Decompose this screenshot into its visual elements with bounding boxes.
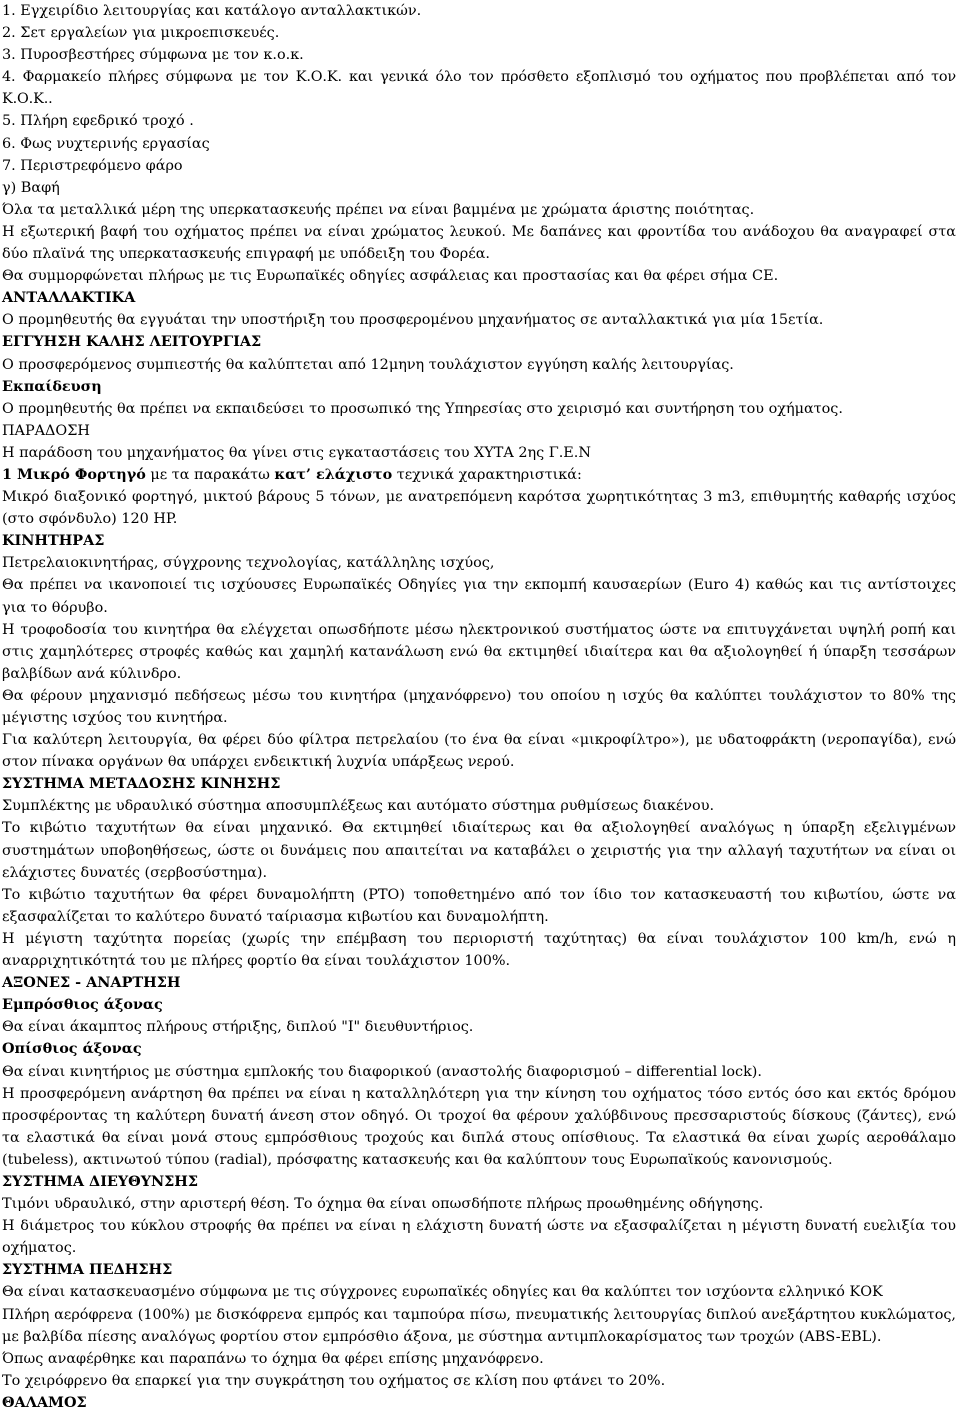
spares-heading: ΑΝΤΑΛΛΑΚΤΙΚΑ: [2, 289, 136, 307]
warranty-text: Ο προσφερόμενος συμπιεστής θα καλύπτεται από 12μηνη τουλάχιστον εγγύηση καλής λειτουργίας.: [2, 356, 734, 373]
spares-text: Ο προμηθευτής θα εγγυάται την υποστήριξη του προσφερομένου μηχανήματος σε ανταλλακτικά για μία 15ετία.: [2, 312, 824, 329]
transmission-paragraph: Συμπλέκτης με υδραυλικό σύστημα αποσυμπλέξεως και αυτόματο σύστημα ρυθμίσεως διακένου.: [2, 798, 715, 815]
engine-paragraph: Θα πρέπει να ικανοποιεί τις ισχύουσες Ευρωπαϊκές Οδηγίες για την εκπομπή καυσαερίων (Euro 4) καθώς και τις αντίστοιχες για το θόρυβο.: [2, 577, 956, 616]
steering-paragraph: Η διάμετρος του κύκλου στροφής θα πρέπει να είναι η ελάχιστη δυνατή ώστε να εξασφαλίζεται η μέγιστη δυνατή ευελιξία του οχήματος.: [2, 1218, 956, 1257]
paint-paragraph: Η εξωτερική βαφή του οχήματος πρέπει να είναι χρώματος λευκού. Με δαπάνες και φροντίδα του ανάδοχου θα αναγραφεί στα δύο πλαϊνά της υπερκατασκευής επιγραφή με υπόδειξη του Φορέα.: [2, 223, 956, 263]
engine-paragraph: Πετρελαιοκινητήρας, σύγχρονης τεχνολογίας, κατάλληλης ισχύος,: [2, 555, 495, 572]
paint-paragraph: Όλα τα μεταλλικά μέρη της υπερκατασκευής πρέπει να είναι βαμμένα με χρώματα άριστης ποιότητας.: [2, 201, 755, 218]
warranty-heading: ΕΓΓΥΗΣΗ ΚΑΛΗΣ ΛΕΙΤΟΥΡΓΙΑΣ: [2, 333, 262, 351]
brakes-paragraph: Θα είναι κατασκευασμένο σύμφωνα με τις σύγχρονες ευρωπαϊκές οδηγίες και θα καλύπτει τον ισχύοντα ελληνικό ΚΟΚ: [2, 1284, 883, 1301]
training-text: Ο προμηθευτής θα πρέπει να εκπαιδεύσει το προσωπικό της Υπηρεσίας στο χειρισμό και συντήρηση του οχήματος.: [2, 400, 843, 417]
transmission-paragraph: Η μέγιστη ταχύτητα πορείας (χωρίς την επέμβαση του περιοριστή ταχύτητας) θα είναι τουλάχιστον 100 km/h, ενώ η αναρριχητικότητά του με πλήρες φορτίο θα είναι τουλάχιστον 100%.: [2, 930, 956, 970]
list-item: 5. Πλήρη εφεδρικό τροχό .: [2, 113, 194, 130]
list-item: 3. Πυροσβεστήρες σύμφωνα με τον κ.ο.κ.: [2, 47, 304, 64]
brakes-paragraph: Πλήρη αερόφρενα (100%) με δισκόφρενα εμπρός και ταμπούρα πίσω, πνευματικής λειτουργίας διπλού ανεξάρτητου κυκλώματος, με βαλβίδα πίεσης αναλόγως φορτίου στον εμπρόσθιο άξονα, με σύστημα αντιμπλοκαρίσματος των τροχών (ABS-EBL).: [2, 1306, 956, 1345]
suspension-text: Η προσφερόμενη ανάρτηση θα πρέπει να είναι η καταλληλότερη για την κίνηση του οχήματος τόσο εντός όσο και εκτός δρόμου προσφέροντας τη καλύτερη δυνατή άνεση στον οδηγό. Οι τροχοί θα φέρουν χαλύβδινους πρεσσαριστούς δίσκους (ζάντες), ενώ τα ελαστικά θα είναι μονά στους εμπρόσθιους τροχούς και διπλά στους οπίσθιους. Τα ελαστικά θα είναι χωρίς αεροθάλαμο (tubeless), ακτινωτού τύπου (radial), πρόσφατης κατασκευής και θα καλύπτουν τους Ευρωπαϊκούς κανονισμούς.: [2, 1085, 956, 1168]
delivery-heading: ΠΑΡΑΔΟΣΗ: [2, 422, 90, 439]
steering-heading: ΣΥΣΤΗΜΑ ΔΙΕΥΘΥΝΣΗΣ: [2, 1172, 199, 1190]
truck-title: [2, 464, 956, 486]
truck-title-bold2: κατ’ ελάχιστο: [274, 465, 393, 483]
truck-description: Μικρό διαξονικό φορτηγό, μικτού βάρους 5 τόνων, με ανατρεπόμενη καρότσα χωρητικότητας 3 m3, επιθυμητής καθαρής ισχύος (στο σφόνδυλο) 120 HP.: [2, 489, 956, 528]
list-item: 1. Εγχειρίδιο λειτουργίας και κατάλογο ανταλλακτικών.: [2, 3, 422, 19]
list-item: 2. Σετ εργαλείων για μικροεπισκευές.: [2, 25, 280, 42]
list-item: 7. Περιστρεφόμενο φάρο: [2, 157, 183, 174]
paint-paragraph: Θα συμμορφώνεται πλήρως με τις Ευρωπαϊκές οδηγίες ασφάλειας και προστασίας και θα φέρει σήμα CE.: [2, 268, 779, 285]
front-axle-text: Θα είναι άκαμπτος πλήρους στήριξης, διπλού "I" διευθυντήριος.: [2, 1019, 474, 1036]
engine-heading: ΚΙΝΗΤΗΡΑΣ: [2, 532, 105, 550]
engine-paragraph: Η τροφοδοσία του κινητήρα θα ελέγχεται οπωσδήποτε μέσω ηλεκτρονικού συστήματος ώστε να επιτυγχάνεται υψηλή ροπή και στις χαμηλότερες στροφές καθώς και χαμηλή κατανάλωση ενώ θα εκτιμηθεί ιδιαίτερα και θα αξιολογηθεί ή ύπαρξη τεσσάρων βαλβίδων ανά κύλινδρο.: [2, 621, 956, 682]
document-page: [2, 0, 956, 1414]
front-axle-heading: Εμπρόσθιος άξονας: [2, 996, 163, 1014]
brakes-paragraph: Όπως αναφέρθηκε και παραπάνω το όχημα θα φέρει επίσης μηχανόφρενο.: [2, 1350, 544, 1367]
list-item: 4. Φαρμακείο πλήρες σύμφωνα με τον Κ.Ο.Κ. και γενικά όλο τον πρόσθετο εξοπλισμό του οχήματος που προβλέπεται από τον Κ.Ο.Κ..: [2, 69, 956, 108]
rear-axle-heading: Οπίσθιος άξονας: [2, 1040, 142, 1058]
truck-title-bold: 1 Μικρό Φορτηγό: [2, 465, 146, 483]
axles-heading: ΑΞΟΝΕΣ - ΑΝΑΡΤΗΣΗ: [2, 974, 181, 992]
brakes-heading: ΣΥΣΤΗΜΑ ΠΕΔΗΣΗΣ: [2, 1261, 173, 1279]
truck-title-end: τεχνικά χαρακτηριστικά:: [392, 466, 582, 483]
steering-paragraph: Τιμόνι υδραυλικό, στην αριστερή θέση. Το όχημα θα είναι οπωσδήποτε πλήρως προωθημένης οδήγησης.: [2, 1196, 764, 1213]
transmission-paragraph: Το κιβώτιο ταχυτήτων θα φέρει δυναμολήπτη (PTO) τοποθετημένο από τον ίδιο τον κατασκευαστή του κιβωτίου, ώστε να εξασφαλίζεται το καλύτερο δυνατό ταίριασμα κιβωτίου και δυναμολήπτη.: [2, 886, 956, 925]
delivery-text: Η παράδοση του μηχανήματος θα γίνει στις εγκαταστάσεις του ΧΥΤΑ 2ης Γ.Ε.Ν: [2, 444, 591, 461]
truck-title-mid: με τα παρακάτω: [145, 466, 275, 483]
transmission-heading: ΣΥΣΤΗΜΑ ΜΕΤΑΔΟΣΗΣ ΚΙΝΗΣΗΣ: [2, 775, 281, 793]
transmission-paragraph: Το κιβώτιο ταχυτήτων θα είναι μηχανικό. Θα εκτιμηθεί ιδιαίτερως και θα αξιολογηθεί αναλόγως η ύπαρξη εξελιγμένων συστημάτων υποβοηθήσεως, ώστε οι δυνάμεις που απαιτείται να καταβάλει ο χειριστής για την αλλαγή ταχυτήτων να είναι οι ελάχιστες δυνατές (σερβοσύστημα).: [2, 820, 956, 881]
list-item: 6. Φως νυχτερινής εργασίας: [2, 135, 210, 152]
engine-paragraph: Θα φέρουν μηχανισμό πεδήσεως μέσω του κινητήρα (μηχανόφρενο) του οποίου η ισχύς θα καλύπτει τουλάχιστον το 80% της μέγιστης ισχύος του κινητήρα.: [2, 687, 956, 726]
training-heading: Εκπαίδευση: [2, 377, 102, 395]
engine-paragraph: Για καλύτερη λειτουργία, θα φέρει δύο φίλτρα πετρελαίου (το ένα θα είναι «μικροφίλτρο»), με υδατοφράκτη (νεροπαγίδα), ενώ στον πίνακα οργάνων θα υπάρχει ενδεικτική λυχνία υπάρξεως νερού.: [2, 732, 956, 771]
brakes-paragraph: Το χειρόφρενο θα επαρκεί για την συγκράτηση του οχήματος σε κλίση που φτάνει το 20%.: [2, 1372, 666, 1389]
rear-axle-text: Θα είναι κινητήριος με σύστημα εμπλοκής του διαφορικού (αναστολής διαφορισμού – differential lock).: [2, 1063, 762, 1080]
cab-heading: ΘΑΛΑΜΟΣ: [2, 1393, 87, 1411]
paint-heading: γ) Βαφή: [2, 179, 60, 196]
